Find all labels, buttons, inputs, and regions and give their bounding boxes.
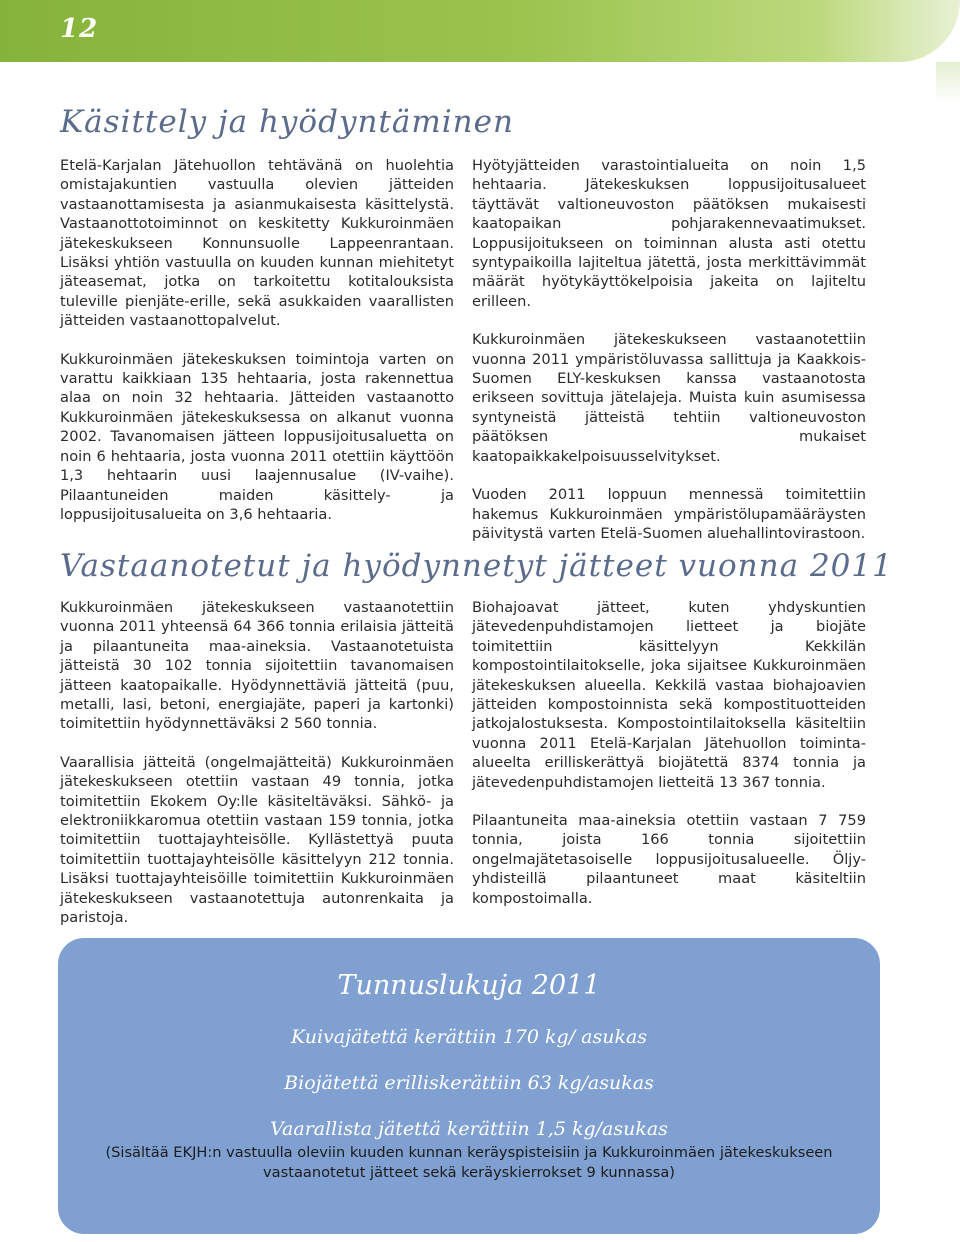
section2-right-column <box>472 598 866 927</box>
section-title-received-waste: Vastaanotetut ja hyödynnetyt jätteet vuonna 2011 <box>60 548 893 584</box>
key-figures-box <box>58 938 880 1234</box>
key-figures-note: (Sisältää EKJH:n vastuulla oleviin kuuden kunnan keräyspisteisiin ja Kukkuroinmäen jätekeskukseen vastaanotetut jätteet sekä keräyskierrokset 9 kunnassa) <box>105 1144 833 1181</box>
header-bar-tail <box>936 62 960 102</box>
paragraph: Vaarallisia jätteitä (ongelmajätteitä) Kukkuroinmäen jätekeskukseen otettiin vastaan 49 tonnia, jotka toimitettiin Ekokem Oy:lle käsiteltäväksi. Sähkö- ja elektroniikkaromua otettiin vastaan 159 tonnia, jotka toimitettiin tuottajayhteisölle. Kyllästettyä puuta toimitettiin tuottajayhteisölle käsittelyyn 212 tonnia. Lisäksi tuottajayhteisöille toimitettiin Kukkuroinmäen jätekeskukseen vastaanotettuja autonrenkaita ja paristoja. <box>60 753 454 927</box>
section1-right-column <box>472 156 866 562</box>
section-title-processing: Käsittely ja hyödyntäminen <box>60 104 514 140</box>
key-figure-dry-waste: Kuivajätettä kerättiin 170 kg/ asukas <box>290 1026 648 1048</box>
paragraph: Vuoden 2011 loppuun mennessä toimitettiin hakemus Kukkuroinmäen ympäristölupamääräysten päivitystä varten Etelä-Suomen aluehallintovirastoon. <box>472 486 866 542</box>
paragraph: Kukkuroinmäen jätekeskukseen vastaanotettiin vuonna 2011 ympäristöluvassa sallittuja ja Kaakkois-Suomen ELY-keskuksen kanssa vastaanotosta erikseen sovittuja jätelajeja. Muista kuin asumisessa syntyneistä jätteistä tehtiin valtioneuvoston päätöksen mukaiset kaatopaikkakelpoisuusselvitykset. <box>472 331 866 465</box>
paragraph: Etelä-Karjalan Jätehuollon tehtävänä on huolehtia omistajakuntien vastuulla olevien jätteiden vastaanottamisesta ja asianmukaisesta käsittelystä. Vastaanottotoiminnot on keskitetty Kukkuroinmäen jätekeskukseen Konnunsuolle Lappeenrantaan. Lisäksi yhtiön vastuulla on kuuden kunnan miehitetyt jäteasemat, jotka on tarkoitettu kotitalouksista tuleville pienjäte-erille, sekä asukkaiden vaarallisten jätteiden vastaanottopalvelut. <box>60 157 454 330</box>
header-bar <box>0 0 960 62</box>
paragraph: Pilaantuneita maa-aineksia otettiin vastaan 7 759 tonnia, joista 166 tonnia sijoitettiin ongelmajätetasoiselle loppusijoitusalueelle. Öljy-yhdisteillä pilaantuneet maat käsiteltiin kompostoimalla. <box>472 812 866 907</box>
page-number: 12 <box>60 14 99 44</box>
key-figure-bio-waste: Biojätettä erilliskerättiin 63 kg/asukas <box>284 1072 654 1094</box>
paragraph: Hyötyjätteiden varastointialueita on noin 1,5 hehtaaria. Jätekeskuksen loppusijoitusalueet täyttävät valtioneuvoston päätöksen mukaisesti kaatopaikan pohjarakennevaatimukset. Loppusijoitukseen on toiminnan alusta asti otettu syntypaikoilla lajiteltua jätettä, josta merkittävimmät määrät hyötykäyttökelpoisia jakeita on lajiteltu erilleen. <box>472 157 866 310</box>
paragraph: Kukkuroinmäen jätekeskuksen toimintoja varten on varattu kaikkiaan 135 hehtaaria, josta rakennettua alaa on noin 32 hehtaaria. Jätteiden vastaanotto Kukkuroinmäen jätekeskuksessa on alkanut vuonna 2002. Tavanomaisen jätteen loppusijoitusaluetta on noin 6 hehtaaria, josta vuonna 2011 otettiin käyttöön 1,3 hehtaarin uusi laajennusalue (IV-vaihe). Pilaantuneiden maiden käsittely- ja loppusijoitusalueita on 3,6 hehtaaria. <box>60 350 454 523</box>
section1-left-column <box>60 156 454 543</box>
section2-left-column <box>60 598 454 947</box>
key-figure-hazardous-waste: Vaarallista jätettä kerättiin 1,5 kg/asukas <box>270 1118 668 1140</box>
paragraph: Kukkuroinmäen jätekeskukseen vastaanotettiin vuonna 2011 yhteensä 64 366 tonnia erilaisia jätteitä ja pilaantuneita maa-aineksia. Vastaanotetuista jätteistä 30 102 tonnia sijoitettiin tavanomaisen jätteen kaatopaikalle. Hyödynnettäviä jätteitä (puu, metalli, lasi, betoni, energiajäte, paperi ja kartonki) toimitettiin hyödynnettäväksi 2 560 tonnia. <box>60 599 454 733</box>
key-figures-title: Tunnuslukuja 2011 <box>337 970 601 1001</box>
paragraph: Biohajoavat jätteet, kuten yhdyskuntien jätevedenpuhdistamojen lietteet ja biojäte toimitettiin käsittelyyn Kekkilän kompostointilaitokselle, joka sijaitsee Kukkuroinmäen jätekeskuksen alueella. Kekkilä vastaa biohajoavien jätteiden kompostoinnista sekä kompostituotteiden jatkojalostuksesta. Kompostointilaitoksella käsiteltiin vuonna 2011 Etelä-Karjalan Jätehuollon toiminta-alueelta erilliskerättyä biojätettä 8374 tonnia ja jätevedenpuhdistamojen lietteitä 13 367 tonnia. <box>472 599 866 791</box>
